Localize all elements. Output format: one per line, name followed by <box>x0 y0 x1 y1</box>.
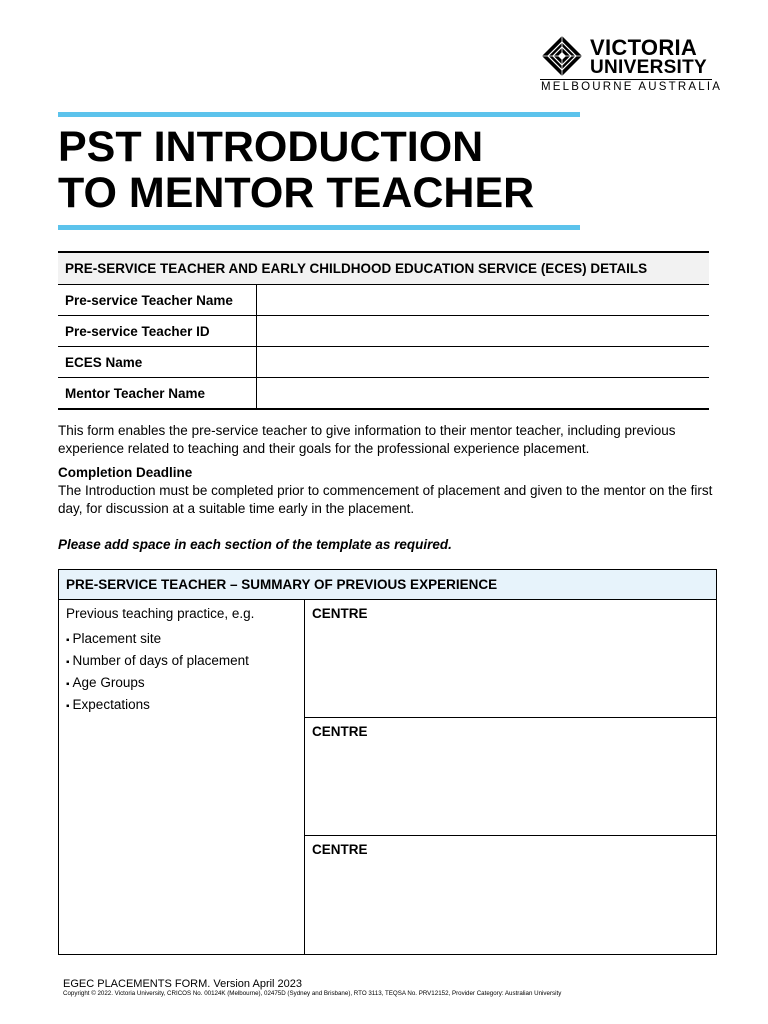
template-note: Please add space in each section of the template as required. <box>58 537 452 552</box>
experience-prompt-cell <box>59 600 305 954</box>
details-table-header <box>58 252 709 285</box>
deadline-paragraph: The Introduction must be completed prior to commencement of placement and given to the mentor on the first day, for discussion at a suitable time early in the placement. <box>58 483 713 516</box>
field-eces-name[interactable] <box>257 347 710 378</box>
experience-table-body <box>59 600 716 954</box>
experience-prompt: Previous teaching practice, e.g. <box>66 606 255 621</box>
centre-cell-3[interactable]: CENTRE <box>312 842 368 857</box>
list-item: ▪ Age Groups <box>66 673 297 695</box>
title-top-rule <box>58 112 580 117</box>
logo-divider <box>540 79 712 80</box>
logo-text-victoria: VICTORIA <box>590 35 698 60</box>
table-row <box>58 378 709 410</box>
field-mentor-name[interactable] <box>257 378 710 410</box>
list-item: ▪ Placement site <box>66 629 297 651</box>
centre-cells <box>305 600 716 954</box>
centre-cell-1[interactable]: CENTRE <box>305 600 716 718</box>
field-label-pst-name: Pre-service Teacher Name <box>58 285 257 316</box>
field-label-eces-name: ECES Name <box>58 347 257 378</box>
field-label-mentor-name: Mentor Teacher Name <box>58 378 257 410</box>
field-pst-id[interactable] <box>257 316 710 347</box>
table-row <box>58 316 709 347</box>
page-title <box>58 124 534 216</box>
details-table-heading: PRE-SERVICE TEACHER AND EARLY CHILDHOOD EDUCATION SERVICE (ECES) DETAILS <box>58 252 709 285</box>
list-item: ▪ Expectations <box>66 695 297 717</box>
field-label-pst-id: Pre-service Teacher ID <box>58 316 257 347</box>
details-table <box>58 251 709 410</box>
experience-bullet-list <box>66 629 297 717</box>
experience-table-heading: PRE-SERVICE TEACHER – SUMMARY OF PREVIOUS EXPERIENCE <box>59 570 716 600</box>
page-title-line-2: TO MENTOR TEACHER <box>58 169 535 217</box>
list-item: ▪ Number of days of placement <box>66 651 297 673</box>
table-row <box>58 285 709 316</box>
experience-table <box>58 569 717 955</box>
logo-text-university: UNIVERSITY <box>590 57 708 78</box>
footer-copyright: Copyright © 2022. Victoria University, CRICOS No. 00124K (Melbourne), 02475D (Sydney and Brisbane), RTO 3113, TEQSA No. PRV12152, Provider Category: Australian University <box>63 990 562 997</box>
university-logo <box>540 34 723 96</box>
title-bottom-rule <box>58 225 580 230</box>
table-row <box>58 347 709 378</box>
page-title-line-1: PST INTRODUCTION <box>58 123 484 171</box>
footer-form-version: EGEC PLACEMENTS FORM. Version April 2023 <box>63 978 303 990</box>
deadline-heading: Completion Deadline <box>58 465 193 480</box>
field-pst-name[interactable] <box>257 285 710 316</box>
intro-paragraph: This form enables the pre-service teacher to give information to their mentor teacher, including previous experience related to teaching and their goals for the professional experience placement. <box>58 423 676 456</box>
logo-subtitle: MELBOURNE AUSTRALIA <box>541 81 723 93</box>
diamond-pattern-icon <box>542 36 582 76</box>
centre-cell-2[interactable]: CENTRE <box>305 718 716 836</box>
